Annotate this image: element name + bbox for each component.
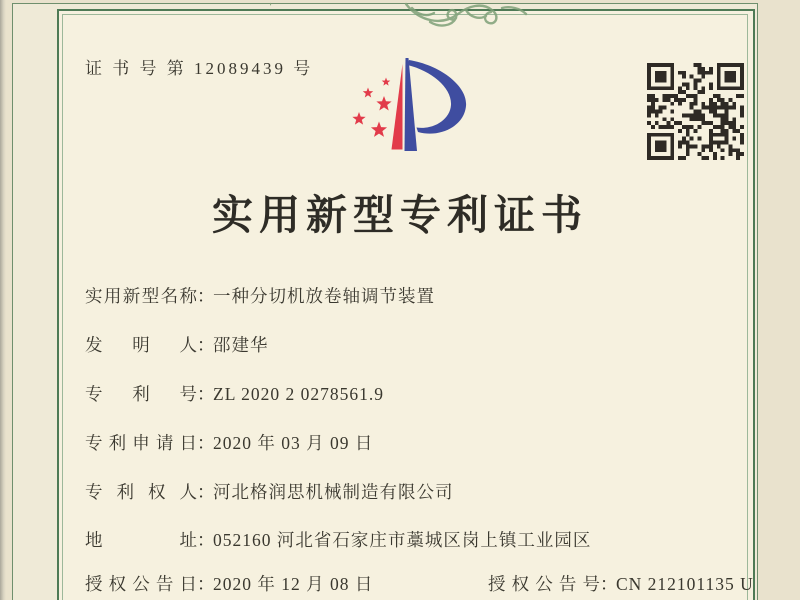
field-label: 实用新型名称 [85,286,197,306]
field-label: 地址 [85,530,197,550]
cnipa-patent-logo-icon [330,50,490,170]
field-grant-date [85,574,373,594]
field-row-grant [85,571,785,596]
field-row-filing-date [85,430,373,455]
field-row-name [85,283,435,308]
colon: ： [197,335,215,355]
scan-page-edge [0,0,6,600]
colon: ： [197,433,215,453]
green-scroll-flourish-icon [270,0,538,30]
field-label: 专利权人 [85,482,197,502]
field-value: 一种分切机放卷轴调节装置 [213,286,435,306]
field-value: 2020 年 12 月 08 日 [213,574,374,594]
field-label: 发明人 [85,335,197,355]
field-row-patentee [85,479,454,504]
field-value: CN 212101135 U [616,574,754,594]
field-value: 052160 河北省石家庄市藁城区岗上镇工业园区 [213,530,592,550]
field-label: 专利申请日 [85,433,197,453]
certificate-number: 证 书 号 第 12089439 号 [85,59,314,78]
colon: ： [600,574,618,594]
field-value: ZL 2020 2 0278561.9 [213,384,384,404]
qr-code-icon [647,63,744,160]
colon: ： [197,286,215,306]
colon: ： [197,482,215,502]
field-label: 授权公告日 [85,574,197,594]
certificate-title: 实用新型专利证书 [212,192,588,238]
field-label: 授权公告号 [488,574,600,594]
field-row-patent-number [85,381,384,406]
field-row-address [85,527,591,552]
colon: ： [197,384,215,404]
field-grant-number [488,571,754,596]
field-row-inventor [85,332,269,357]
field-value: 2020 年 03 月 09 日 [213,433,374,453]
colon: ： [197,530,215,550]
field-value: 河北格润思机械制造有限公司 [213,482,454,502]
field-value: 邵建华 [213,335,269,355]
colon: ： [197,574,215,594]
field-label: 专利号 [85,384,197,404]
